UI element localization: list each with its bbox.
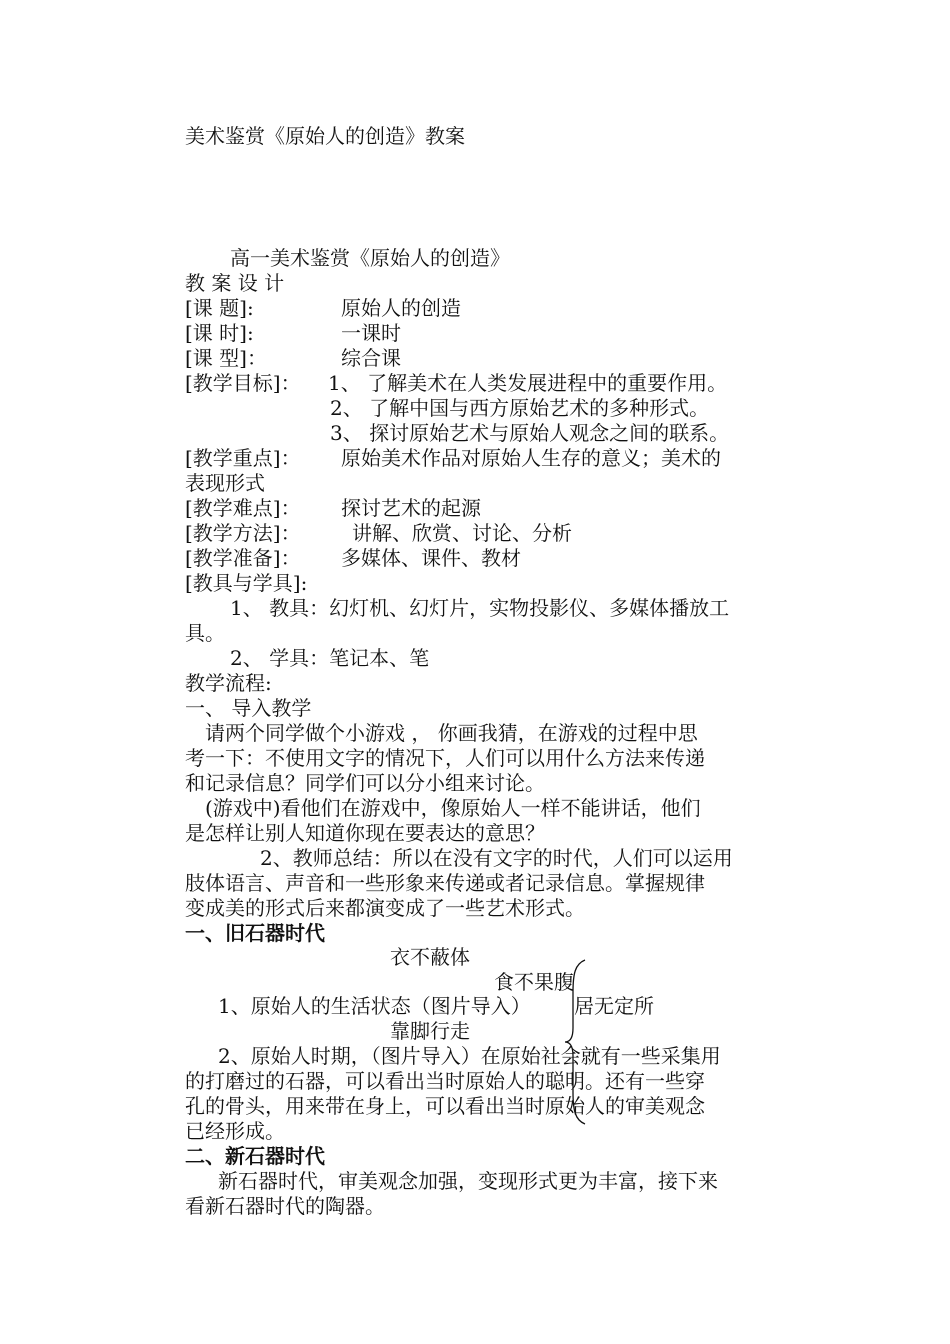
tool-item: 1、 教具：幻灯机、幻灯片，实物投影仪、多媒体播放工 (230, 596, 730, 620)
goal-item: 1、 了解美术在人类发展进程中的重要作用。 (328, 371, 728, 395)
living-state: 居无定所 (574, 994, 654, 1018)
goal-item: 3、 探讨原始艺术与原始人观念之间的联系。 (330, 421, 730, 445)
paragraph-line: 看新石器时代的陶器。 (185, 1194, 385, 1218)
section-heading-paleolithic: 一、旧石器时代 (185, 921, 325, 945)
paragraph-line: 肢体语言、声音和一些形象来传递或者记录信息。掌握规律 (185, 871, 705, 895)
intro-heading: 一、 导入教学 (185, 696, 312, 720)
paragraph-line: 考一下：不使用文字的情况下，人们可以用什么方法来传递 (185, 746, 705, 770)
paragraph-line: 新石器时代，审美观念加强，变现形式更为丰富，接下来 (218, 1169, 718, 1193)
flow-heading: 教学流程: (185, 671, 272, 695)
method-value: 讲解、欣赏、讨论、分析 (352, 521, 572, 545)
paragraph-line: 2、原始人时期，（图片导入）在原始社会就有一些采集用 (218, 1044, 721, 1068)
design-heading: 教 案 设 计 (185, 271, 285, 295)
hours-value: 一课时 (341, 321, 401, 345)
difficulty-value: 探讨艺术的起源 (341, 496, 481, 520)
living-state: 靠脚行走 (390, 1019, 470, 1043)
living-state: 衣不蔽体 (390, 945, 470, 969)
type-value: 综合课 (341, 346, 401, 370)
tool-item-cont: 具。 (185, 621, 225, 645)
goals-label: [教学目标]： (185, 371, 301, 395)
living-item-heading: 1、原始人的生活状态（图片导入） (218, 994, 531, 1018)
curly-brace (563, 958, 589, 1126)
tools-label: [教具与学具]: (185, 571, 308, 595)
document-title: 美术鉴赏《原始人的创造》教案 (185, 124, 465, 148)
section-heading-neolithic: 二、新石器时代 (185, 1144, 325, 1168)
prep-label: [教学准备]： (185, 546, 301, 570)
paragraph-line: (游戏中)看他们在游戏中，像原始人一样不能讲话，他们 (205, 796, 701, 820)
paragraph-line: 2、教师总结：所以在没有文字的时代，人们可以运用 (260, 846, 733, 870)
paragraph-line: 变成美的形式后来都演变成了一些艺术形式。 (185, 896, 585, 920)
topic-label: [课 题]: (185, 296, 254, 320)
focus-label: [教学重点]： (185, 446, 301, 470)
paragraph-line: 和记录信息？同学们可以分小组来讨论。 (185, 771, 545, 795)
focus-value-cont: 表现形式 (185, 471, 265, 495)
hours-label: [课 时]: (185, 321, 254, 345)
paragraph-line: 请两个同学做个小游戏 ， 你画我猜，在游戏的过程中思 (205, 721, 698, 745)
topic-value: 原始人的创造 (341, 296, 461, 320)
difficulty-label: [教学难点]： (185, 496, 301, 520)
prep-value: 多媒体、课件、教材 (341, 546, 521, 570)
goal-item: 2、 了解中国与西方原始艺术的多种形式。 (330, 396, 710, 420)
paragraph-line: 的打磨过的石器，可以看出当时原始人的聪明。还有一些穿 (185, 1069, 705, 1093)
focus-value: 原始美术作品对原始人生存的意义；美术的 (341, 446, 721, 470)
paragraph-line: 是怎样让别人知道你现在要表达的意思？ (185, 821, 545, 845)
type-label: [课 型]： (185, 346, 267, 370)
lesson-subtitle: 高一美术鉴赏《原始人的创造》 (230, 246, 510, 270)
method-label: [教学方法]： (185, 521, 301, 545)
tool-item: 2、 学具：笔记本、笔 (230, 646, 430, 670)
living-state: 食不果腹 (494, 970, 574, 994)
paragraph-line: 已经形成。 (185, 1119, 285, 1143)
paragraph-line: 孔的骨头，用来带在身上，可以看出当时原始人的审美观念 (185, 1094, 705, 1118)
